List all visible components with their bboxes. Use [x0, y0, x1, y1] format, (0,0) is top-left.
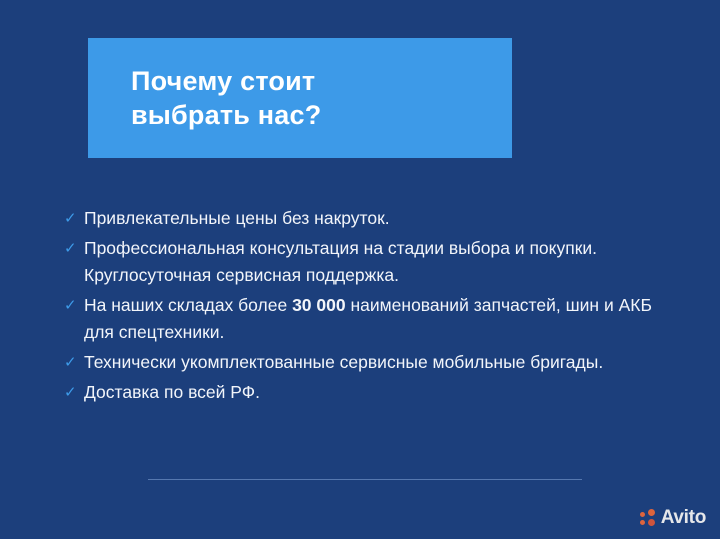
list-item-label	[84, 292, 662, 346]
check-icon: ✓	[64, 210, 77, 227]
avito-logo-icon	[640, 508, 658, 528]
page-title-line-1: Почему стоит	[131, 66, 316, 96]
list-item-text-after: наименований запчастей, шин и АКБ для спецтехники.	[84, 295, 652, 342]
list-item	[62, 349, 662, 376]
list-item	[62, 205, 662, 232]
list-item-label: Профессиональная консультация на стадии выбора и покупки. Круглосуточная сервисная поддержка.	[84, 238, 598, 285]
check-icon: ✓	[64, 240, 77, 257]
list-item	[62, 235, 662, 289]
list-item-text-before: На наших складах более	[84, 295, 293, 315]
check-icon: ✓	[64, 384, 77, 401]
avito-watermark	[640, 507, 706, 529]
list-item-label: Технически укомплектованные сервисные мобильные бригады.	[84, 352, 604, 372]
list-item	[62, 379, 662, 406]
divider	[148, 479, 582, 480]
page-title-line-2: выбрать нас?	[131, 100, 322, 130]
list-item-label: Привлекательные цены без накруток.	[84, 208, 390, 228]
check-icon: ✓	[64, 354, 77, 371]
bullet-list	[62, 205, 662, 409]
check-icon: ✓	[64, 297, 77, 314]
list-item-highlight: 30 000	[292, 295, 346, 315]
list-item	[62, 292, 662, 346]
list-item-label: Доставка по всей РФ.	[84, 382, 260, 402]
title-box	[88, 38, 512, 158]
avito-watermark-label: Avito	[660, 507, 706, 528]
